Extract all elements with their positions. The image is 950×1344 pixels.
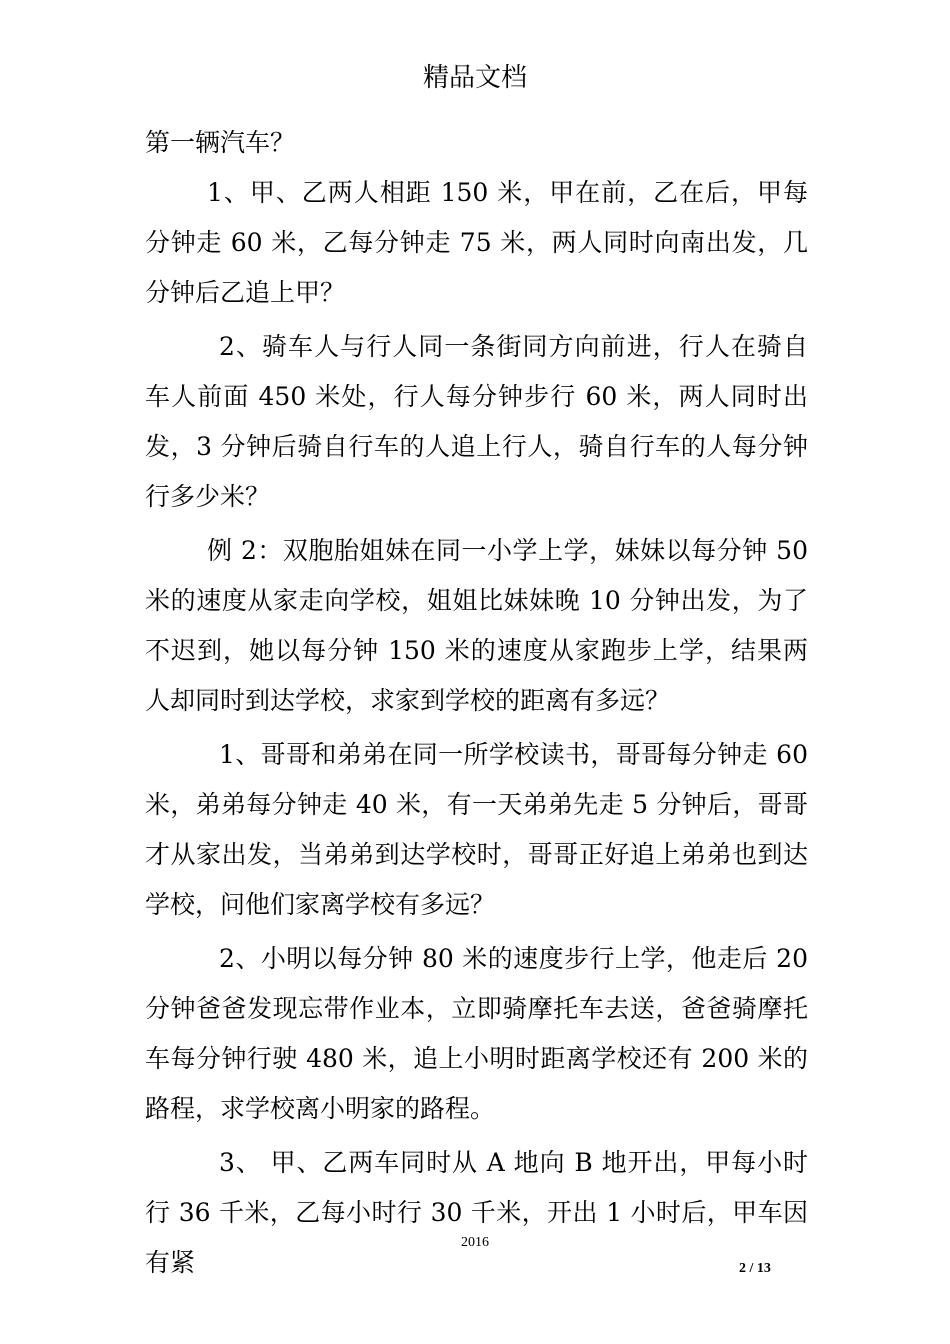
- paragraph-exercise-2: 2、骑车人与行人同一条街同方向前进，行人在骑自车人前面 450 米处，行人每分钟步行 60 米，两人同时出发，3 分钟后骑自行车的人追上行人，骑自行车的人每分钟行多少米？: [145, 332, 808, 511]
- paragraph-exercise-2b: 2、小明以每分钟 80 米的速度步行上学，他走后 20 分钟爸爸发现忘带作业本，立即骑摩托车去送，爸爸骑摩托车每分钟行驶 480 米，追上小明时距离学校还有 200 米的路程，求学校离小明家的路程。: [145, 944, 808, 1123]
- paragraph-exercise-1b: 1、哥哥和弟弟在同一所学校读书，哥哥每分钟走 60 米，弟弟每分钟走 40 米，有一天弟弟先走 5 分钟后，哥哥才从家出发，当弟弟到达学校时，哥哥正好追上弟弟也到达学校，问他们家离学校有多远？: [145, 740, 808, 919]
- paragraph-exercise-1: 1、甲、乙两人相距 150 米，甲在前，乙在后，甲每分钟走 60 米，乙每分钟走 75 米，两人同时向南出发，几分钟后乙追上甲？: [145, 178, 808, 307]
- document-body: [145, 118, 808, 1288]
- footer-year: 2016: [461, 1235, 489, 1250]
- paragraph-continuation: 第一辆汽车？: [145, 128, 296, 157]
- paragraph-example-2: 例 2：双胞胎姐妹在同一小学上学，妹妹以每分钟 50 米的速度从家走向学校，姐姐比妹妹晚 10 分钟出发，为了不迟到，她以每分钟 150 米的速度从家跑步上学，结果两人却同时到达学校，求家到学校的距离有多远？: [145, 536, 808, 715]
- page-header-title: 精品文档: [422, 63, 527, 93]
- paragraph-exercise-3b: 3、 甲、乙两车同时从 A 地向 B 地开出，甲每小时行 36 千米，乙每小时行 30 千米，开出 1 小时后，甲车因有紧: [145, 1148, 808, 1277]
- page-number: 2 / 13: [739, 1261, 771, 1276]
